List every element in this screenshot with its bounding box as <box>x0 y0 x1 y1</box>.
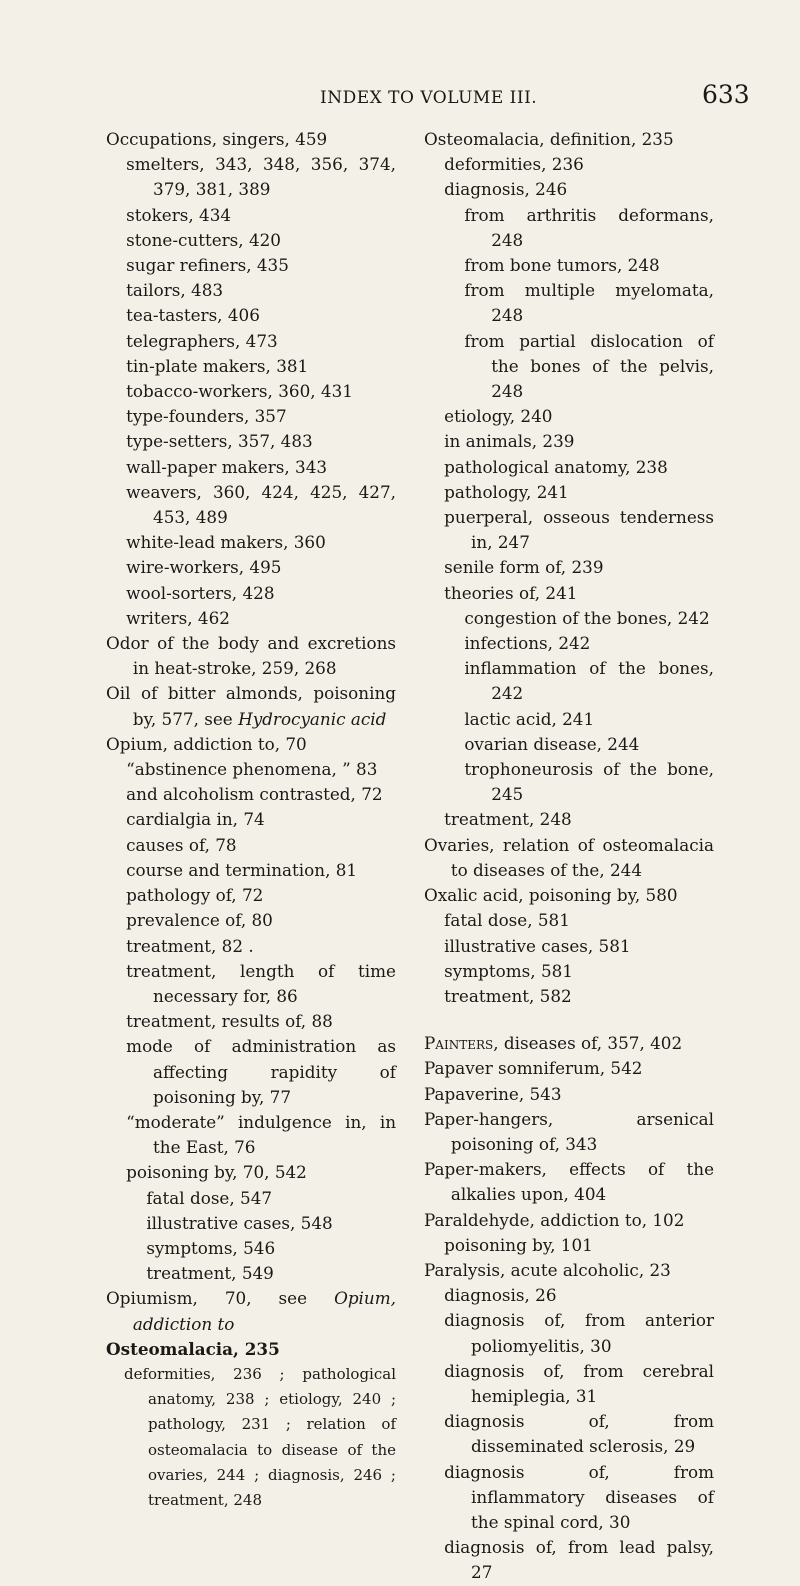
index-entry-text: Osteomalacia, 235 <box>106 1338 280 1359</box>
index-entry-text: stokers, 434 <box>126 204 232 225</box>
index-entry-text: from bone tumors, 248 <box>464 255 660 276</box>
index-entry-text: poisoning by, 70, 542 <box>126 1162 307 1183</box>
index-entry-text: Opiumism, 70, see <box>106 1288 308 1309</box>
index-entry-text: etiology, 240 <box>444 406 553 427</box>
index-entry <box>424 1031 714 1056</box>
index-entry <box>106 1286 396 1336</box>
index-entry-text: infections, 242 <box>464 633 591 654</box>
index-entry <box>106 379 396 404</box>
index-entry-see-reference: Hydrocyanic acid <box>238 708 387 729</box>
index-entry <box>424 329 714 405</box>
index-entry <box>424 429 714 454</box>
index-entry-text: stone-cutters, 420 <box>126 229 281 250</box>
index-entry-text: Papaverine, 543 <box>424 1083 562 1104</box>
index-entry <box>424 833 714 883</box>
index-entry-text: pathology, 241 <box>444 481 569 502</box>
index-entry <box>106 833 396 858</box>
index-entry-text: writers, 462 <box>126 607 230 628</box>
index-entry-text: inflammation of the bones, 242 <box>464 658 714 704</box>
index-entry <box>106 934 396 959</box>
index-entry <box>106 354 396 379</box>
index-entry <box>106 1261 396 1286</box>
index-entry <box>424 1535 714 1585</box>
index-entry <box>106 606 396 631</box>
index-entry-text: cardialgia in, 74 <box>126 809 265 830</box>
index-entry <box>424 505 714 555</box>
page-number: 633 <box>702 80 750 109</box>
index-entry-text: theories of, 241 <box>444 582 578 603</box>
index-entry-text: and alcoholism contrasted, 72 <box>126 784 383 805</box>
index-entry-text: Oxalic acid, poisoning by, 580 <box>424 885 678 906</box>
index-entry-text: treatment, 549 <box>146 1263 274 1284</box>
index-entry-text: poisoning by, 101 <box>444 1234 593 1255</box>
index-entry <box>106 1211 396 1236</box>
index-entry-text: tailors, 483 <box>126 280 224 301</box>
index-entry <box>106 480 396 530</box>
index-entry-text: diagnosis of, from anterior poliomyelitis, 30 <box>444 1310 714 1356</box>
index-entry <box>106 1186 396 1211</box>
index-entry-text: fatal dose, 581 <box>444 910 570 931</box>
index-entry-text: Odor of the body and excretions in heat-stroke, 259, 268 <box>106 633 396 679</box>
index-entry-text: deformities, 236 <box>444 154 584 175</box>
index-entry-text: treatment, 582 <box>444 985 572 1006</box>
index-entry-text: diagnosis of, from inflammatory diseases of the spinal cord, 30 <box>444 1461 714 1532</box>
index-entry <box>424 1233 714 1258</box>
index-entry <box>424 1107 714 1157</box>
index-entry <box>106 1110 396 1160</box>
index-entry-text: Oil of bitter almonds, poisoning by, 577, see <box>106 683 396 729</box>
index-entry <box>424 278 714 328</box>
index-entry <box>106 782 396 807</box>
index-column-right <box>424 127 714 1586</box>
index-entry <box>424 1283 714 1308</box>
index-entry-text: Paper-makers, effects of the alkalies upon, 404 <box>424 1159 714 1205</box>
index-entry-text: smelters, 343, 348, 356, 374, 379, 381, 389 <box>126 154 396 200</box>
index-entry <box>424 984 714 1009</box>
index-entry <box>106 883 396 908</box>
index-entry-text: from partial dislocation of the bones of the pelvis, 248 <box>464 330 714 402</box>
index-entry <box>106 581 396 606</box>
index-entry-text: “abstinence phenomena, ” 83 <box>126 759 378 780</box>
index-entry-text: Paraldehyde, addiction to, 102 <box>424 1209 685 1230</box>
index-entry <box>106 1160 396 1185</box>
index-entry-text: course and termination, 81 <box>126 859 358 880</box>
index-entry <box>106 278 396 303</box>
index-entry-text: wall-paper makers, 343 <box>126 456 328 477</box>
index-entry-text: deformities, 236 ; pathological anatomy, 238 ; etiology, 240 ; pathology, 231 ; relation of osteomalacia to disease of the ovaries, 244 ; diagnosis, 246 ; treatment, 248 <box>124 1364 396 1509</box>
index-entry-text: symptoms, 546 <box>146 1237 276 1258</box>
index-entry <box>106 1009 396 1034</box>
index-entry-text: “moderate” indulgence in, in the East, 76 <box>126 1111 396 1158</box>
index-entry <box>424 581 714 606</box>
index-entry-text: tea-tasters, 406 <box>126 305 260 326</box>
index-entry <box>106 1362 396 1513</box>
index-entry-text: senile form of, 239 <box>444 557 604 578</box>
index-entry-text: diseases of, 357, 402 <box>503 1033 683 1054</box>
index-entry <box>424 757 714 807</box>
index-entry-text: pathology of, 72 <box>126 885 264 906</box>
index-entry-text: treatment, results of, 88 <box>126 1011 333 1032</box>
index-entry-text: congestion of the bones, 242 <box>464 607 710 628</box>
index-entry-see-reference: Opium, addiction to <box>132 1288 396 1334</box>
page-header <box>0 80 800 116</box>
index-entry-text: tobacco-workers, 360, 431 <box>126 381 353 402</box>
index-entry <box>424 934 714 959</box>
index-entry <box>424 631 714 656</box>
index-entry-text: diagnosis of, from lead palsy, 27 <box>444 1537 714 1583</box>
index-entry-text: symptoms, 581 <box>444 960 573 981</box>
index-entry <box>106 807 396 832</box>
index-entry-text: weavers, 360, 424, 425, 427, 453, 489 <box>126 481 396 528</box>
index-entry-text: from arthritis deformans, 248 <box>464 204 714 250</box>
index-entry <box>106 757 396 782</box>
index-entry-text: illustrative cases, 548 <box>146 1212 333 1233</box>
index-entry <box>424 732 714 757</box>
index-entry <box>106 732 396 757</box>
index-entry <box>424 127 714 152</box>
index-entry-text: puerperal, osseous tenderness in, 247 <box>444 507 714 553</box>
index-entry <box>106 1236 396 1261</box>
index-column-left <box>106 127 396 1513</box>
running-head: INDEX TO VOLUME III. <box>320 88 538 108</box>
index-entry <box>424 908 714 933</box>
index-entry <box>424 1308 714 1358</box>
index-entry-text: type-setters, 357, 483 <box>126 431 313 452</box>
index-entry-text: white-lead makers, 360 <box>126 532 326 553</box>
index-entry <box>424 152 714 177</box>
index-entry <box>106 908 396 933</box>
index-entry <box>106 303 396 328</box>
index-entry <box>106 228 396 253</box>
index-entry-text: Opium, addiction to, 70 <box>106 733 307 754</box>
index-entry-text: in animals, 239 <box>444 431 575 452</box>
index-entry-text: fatal dose, 547 <box>146 1187 273 1208</box>
index-entry <box>424 177 714 202</box>
index-entry <box>424 1157 714 1207</box>
index-entry <box>424 959 714 984</box>
index-entry-text: illustrative cases, 581 <box>444 935 631 956</box>
index-entry-text: prevalence of, 80 <box>126 910 273 931</box>
index-entry <box>424 1359 714 1409</box>
index-entry <box>106 329 396 354</box>
index-entry-text: diagnosis of, from disseminated sclerosis, 29 <box>444 1411 714 1457</box>
index-entry-text: sugar refiners, 435 <box>126 255 289 276</box>
index-entry-text: treatment, 82 . <box>126 935 254 956</box>
index-entry-text: Ovaries, relation of osteomalacia to diseases of the, 244 <box>424 834 714 880</box>
index-entry <box>106 858 396 883</box>
index-entry <box>106 404 396 429</box>
index-entry-head: Painters, <box>424 1033 499 1054</box>
index-entry <box>424 707 714 732</box>
index-entry <box>106 631 396 681</box>
index-entry <box>424 203 714 253</box>
index-entry <box>424 253 714 278</box>
index-entry <box>106 530 396 555</box>
index-entry <box>424 1056 714 1081</box>
index-entry <box>106 203 396 228</box>
index-entry <box>106 455 396 480</box>
index-entry-text: Paper-hangers, arsenical poisoning of, 343 <box>424 1108 714 1154</box>
index-entry <box>106 429 396 454</box>
index-entry <box>424 480 714 505</box>
index-entry-text: treatment, length of time necessary for, 86 <box>126 960 396 1006</box>
index-entry <box>424 455 714 480</box>
index-entry <box>106 681 396 731</box>
index-entry <box>106 253 396 278</box>
index-entry-text: wool-sorters, 428 <box>126 582 275 603</box>
index-entry-text: diagnosis, 246 <box>444 179 568 200</box>
index-entry-text: tin-plate makers, 381 <box>126 355 309 376</box>
index-entry-text: trophoneurosis of the bone, 245 <box>464 759 714 805</box>
index-entry <box>106 1337 396 1362</box>
index-entry-text: causes of, 78 <box>126 834 237 855</box>
index-entry-text: diagnosis of, from cerebral hemiplegia, 31 <box>444 1360 714 1406</box>
index-entry <box>424 1409 714 1459</box>
index-entry <box>106 555 396 580</box>
index-entry <box>424 656 714 706</box>
index-entry <box>424 807 714 832</box>
index-entry-text: type-founders, 357 <box>126 406 287 427</box>
index-entry <box>424 606 714 631</box>
index-entry-text: pathological anatomy, 238 <box>444 456 668 477</box>
index-entry <box>106 1034 396 1110</box>
index-entry <box>106 959 396 1009</box>
index-entry-text: ovarian disease, 244 <box>464 733 640 754</box>
index-entry-text: lactic acid, 241 <box>464 708 595 729</box>
index-entry-text: mode of administration as affecting rapidity of poisoning by, 77 <box>126 1036 396 1107</box>
index-entry-text: Paralysis, acute alcoholic, 23 <box>424 1259 671 1280</box>
index-entry-text: treatment, 248 <box>444 809 572 830</box>
index-entry <box>106 152 396 202</box>
index-entry-text: wire-workers, 495 <box>126 557 282 578</box>
index-entry-text: Occupations, singers, 459 <box>106 129 328 149</box>
index-entry <box>424 1460 714 1536</box>
index-entry <box>424 883 714 908</box>
index-entry-text: telegraphers, 473 <box>126 330 278 351</box>
index-entry <box>106 127 396 152</box>
index-entry-text: Papaver somniferum, 542 <box>424 1058 643 1079</box>
index-entry <box>424 1082 714 1107</box>
section-gap <box>424 1009 714 1031</box>
index-entry <box>424 1258 714 1283</box>
index-entry <box>424 1208 714 1233</box>
index-entry-text: from multiple myelomata, 248 <box>464 280 714 326</box>
index-entry-text: Osteomalacia, definition, 235 <box>424 129 674 149</box>
index-entry-text: diagnosis, 26 <box>444 1285 557 1306</box>
index-entry <box>424 555 714 580</box>
index-entry <box>424 404 714 429</box>
